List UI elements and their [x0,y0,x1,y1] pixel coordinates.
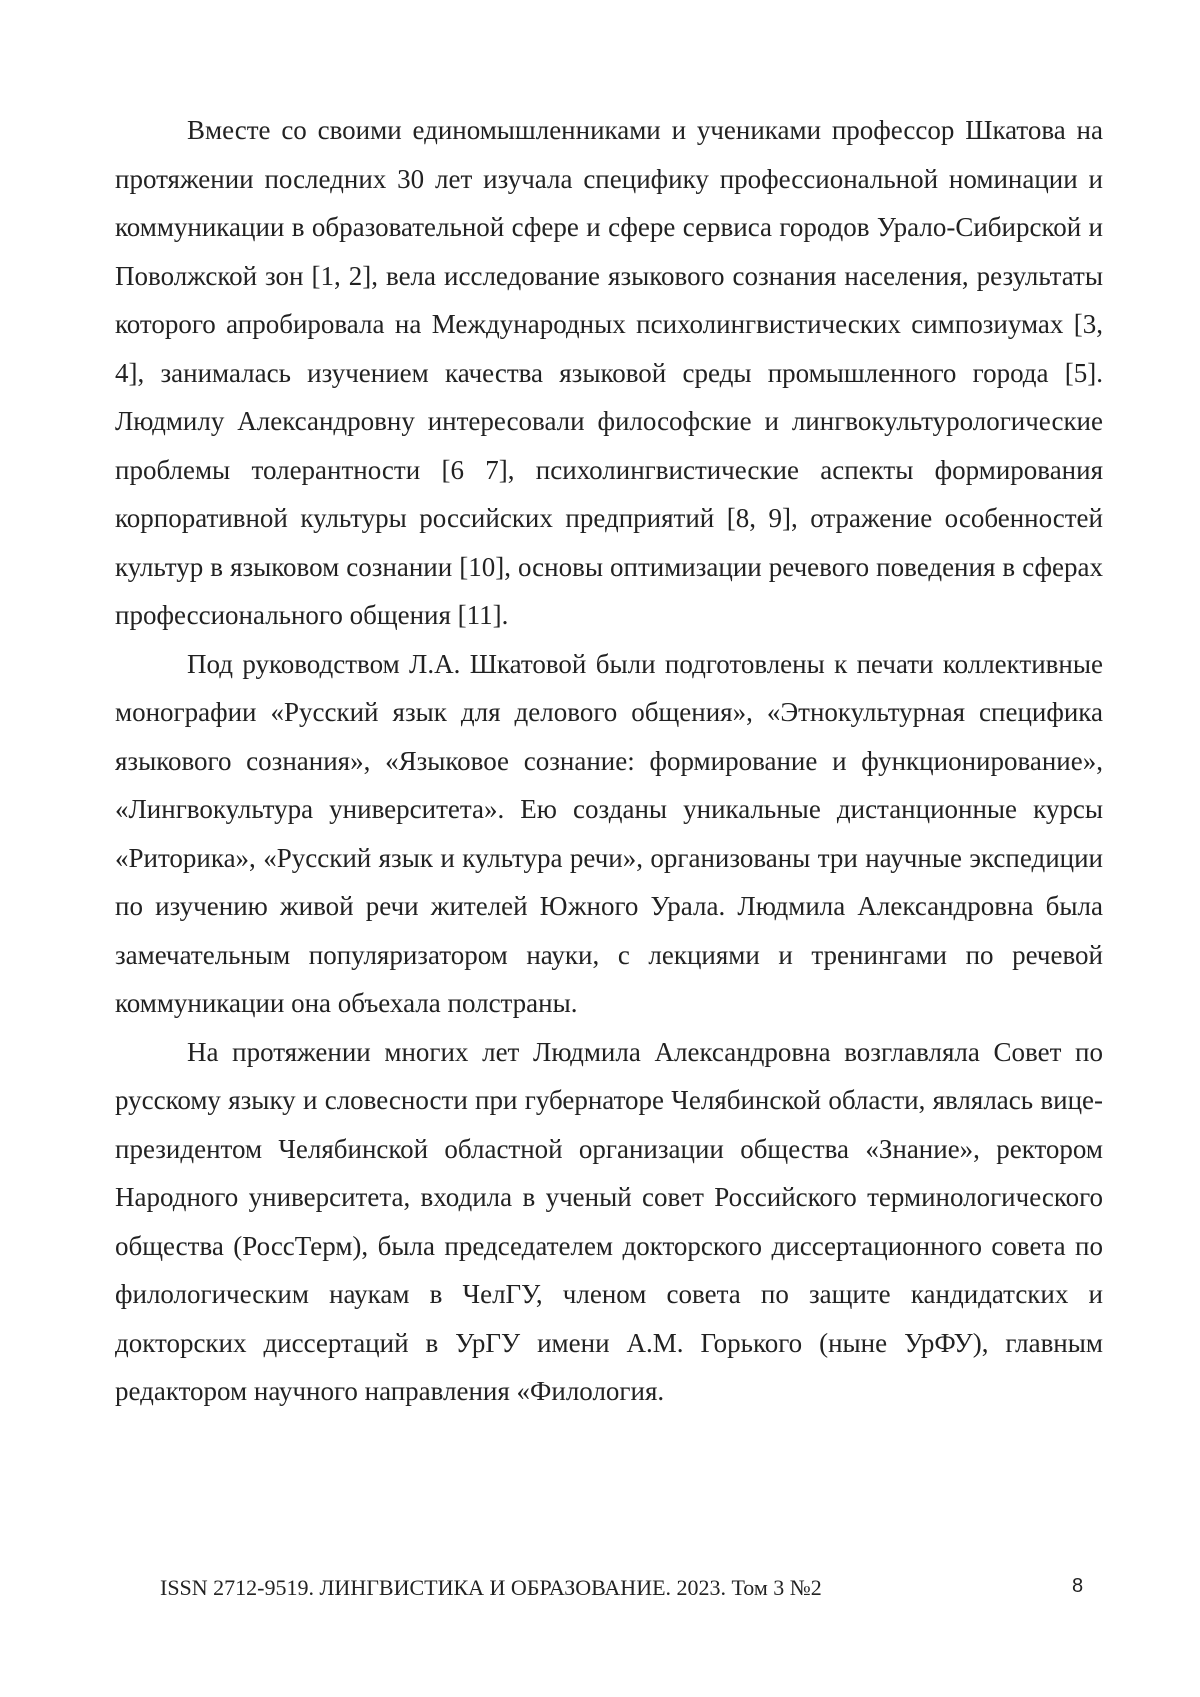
paragraph-research: Вместе со своими единомышленниками и учениками профессор Шкатова на протяжении последних 30 лет изучала специфику профессиональной номинации и коммуникации в образовательной сфере и сфере сервиса городов Урало-Сибирской и Поволжской зон [1, 2], вела исследование языкового сознания населения, результаты которого апробировала на Международных психолингвистических симпозиумах [3, 4], занималась изучением качества языковой среды промышленного города [5]. Людмилу Александровну интересовали философские и лингвокультурологические проблемы толерантности [6 7], психолингвистические аспекты формирования корпоративной культуры российских предприятий [8, 9], отражение особенностей культур в языковом сознании [10], основы оптимизации речевого поведения в сферах профессионального общения [11]. [115,115,1103,630]
article-body [115,106,1103,1416]
paragraph-monographs: Под руководством Л.А. Шкатовой были подготовлены к печати коллективные монографии «Русский язык для делового общения», «Этнокультурная специфика языкового сознания», «Языковое сознание: формирование и функционирование», «Лингвокультура университета». Ею созданы уникальные дистанционные курсы «Риторика», «Русский язык и культура речи», организованы три научные экспедиции по изучению живой речи жителей Южного Урала. Людмила Александровна была замечательным популяризатором науки, с лекциями и тренингами по речевой коммуникации она объехала полстраны. [115,648,1103,1018]
page-number: 8 [1072,1575,1084,1597]
journal-footer: ISSN 2712-9519. ЛИНГВИСТИКА И ОБРАЗОВАНИЕ. 2023. Том 3 №2 [160,1575,822,1600]
paragraph-positions: На протяжении многих лет Людмила Александровна возглавляла Совет по русскому языку и словесности при губернаторе Челябинской области, являлась вице-президентом Челябинской областной организации общества «Знание», ректором Народного университета, входила в ученый совет Российского терминологического общества (РоссТерм), была председателем докторского диссертационного совета по филологическим наукам в ЧелГУ, членом совета по защите кандидатских и докторских диссертаций в УрГУ имени А.М. Горького (ныне УрФУ), главным редактором научного направления «Филология. [115,1036,1103,1406]
